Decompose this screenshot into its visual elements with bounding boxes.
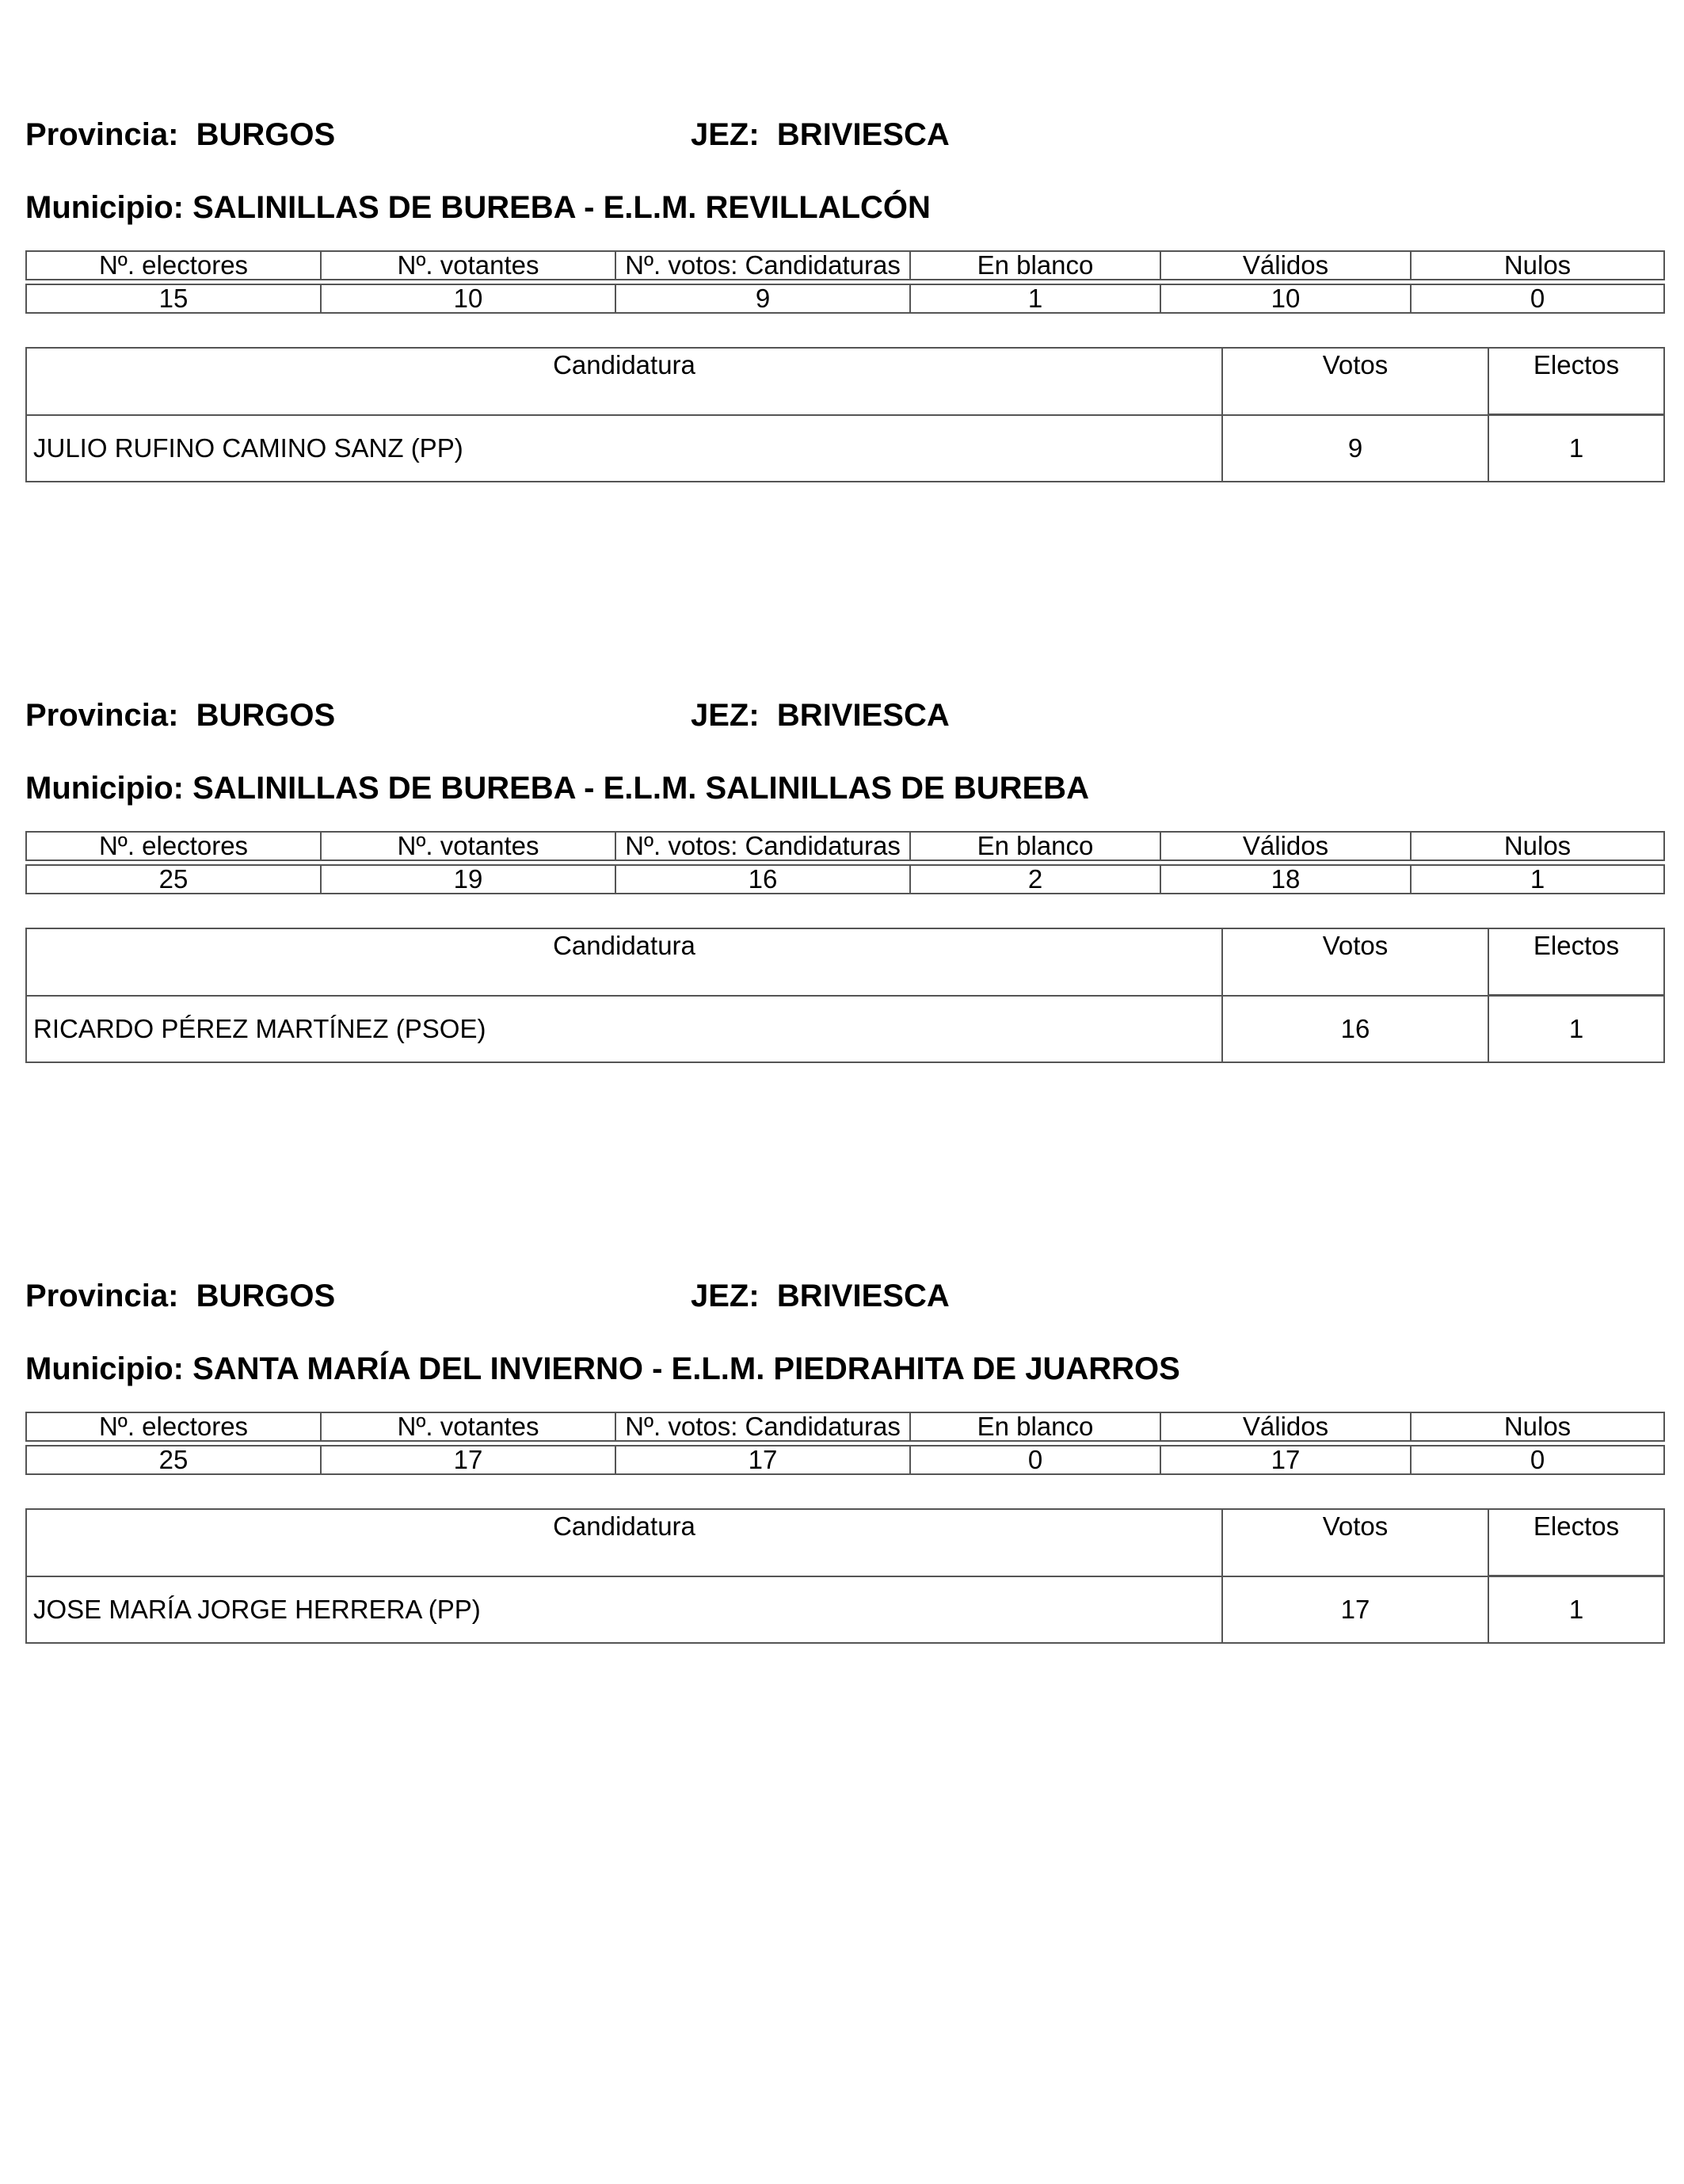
electos-header: Electos — [1488, 1509, 1664, 1576]
stats-header: Nulos — [1411, 832, 1664, 860]
stats-header-row — [26, 251, 1664, 280]
stats-value-row — [26, 865, 1664, 894]
municipio-label: Municipio: — [25, 771, 184, 806]
stats-header: Válidos — [1160, 832, 1411, 860]
stats-value-row — [26, 284, 1664, 313]
municipio-value: SALINILLAS DE BUREBA - E.L.M. REVILLALCÓN — [192, 190, 931, 225]
jez-line — [691, 1279, 950, 1314]
jez-value: BRIVIESCA — [776, 698, 950, 733]
provincia-value: BURGOS — [196, 698, 336, 733]
candidates-header-row — [26, 348, 1664, 415]
jez-label: JEZ: — [691, 698, 760, 733]
jez-line — [691, 698, 950, 734]
stats-header: Nº. electores — [26, 832, 321, 860]
jez-value: BRIVIESCA — [776, 1279, 950, 1313]
municipio-line — [25, 771, 1089, 806]
candidates-header-row — [26, 928, 1664, 996]
municipio-value: SANTA MARÍA DEL INVIERNO - E.L.M. PIEDRAHITA DE JUARROS — [192, 1351, 1180, 1386]
stats-header: Válidos — [1160, 251, 1411, 280]
stats-value: 2 — [910, 865, 1160, 894]
candidate-votos: 16 — [1222, 996, 1488, 1063]
stats-value: 19 — [321, 865, 615, 894]
stats-header: Nº. electores — [26, 251, 321, 280]
stats-header: Nº. votantes — [321, 832, 615, 860]
stats-table — [25, 1412, 1665, 1475]
stats-header-row — [26, 1412, 1664, 1441]
candidatura-header: Candidatura — [26, 928, 1222, 996]
stats-header: Nulos — [1411, 251, 1664, 280]
stats-header: En blanco — [910, 832, 1160, 860]
candidate-row — [26, 415, 1664, 482]
provincia-label: Provincia: — [25, 117, 179, 152]
provincia-line — [25, 117, 335, 153]
stats-value: 0 — [1411, 1446, 1664, 1474]
candidate-row — [26, 996, 1664, 1063]
municipio-line — [25, 190, 931, 226]
candidate-name: JOSE MARÍA JORGE HERRERA (PP) — [26, 1576, 1222, 1644]
stats-value: 0 — [1411, 284, 1664, 313]
provincia-line — [25, 1279, 335, 1314]
jez-line — [691, 117, 950, 153]
stats-value: 25 — [26, 1446, 321, 1474]
stats-value: 10 — [321, 284, 615, 313]
candidate-row — [26, 1576, 1664, 1644]
stats-header: Válidos — [1160, 1412, 1411, 1441]
votos-header: Votos — [1222, 348, 1488, 415]
candidate-votos: 9 — [1222, 415, 1488, 482]
stats-value: 18 — [1160, 865, 1411, 894]
votos-header: Votos — [1222, 1509, 1488, 1576]
stats-value-row — [26, 1446, 1664, 1474]
candidates-header-row — [26, 1509, 1664, 1576]
stats-table — [25, 831, 1665, 894]
stats-value: 17 — [321, 1446, 615, 1474]
candidates-table — [25, 347, 1665, 482]
electos-header: Electos — [1488, 928, 1664, 996]
provincia-label: Provincia: — [25, 698, 179, 733]
stats-value: 16 — [615, 865, 910, 894]
votos-header: Votos — [1222, 928, 1488, 996]
candidate-name: RICARDO PÉREZ MARTÍNEZ (PSOE) — [26, 996, 1222, 1063]
stats-header: En blanco — [910, 251, 1160, 280]
stats-value: 0 — [910, 1446, 1160, 1474]
candidate-votos: 17 — [1222, 1576, 1488, 1644]
municipio-value: SALINILLAS DE BUREBA - E.L.M. SALINILLAS DE BUREBA — [192, 771, 1089, 806]
electos-header: Electos — [1488, 348, 1664, 415]
jez-value: BRIVIESCA — [776, 117, 950, 152]
stats-header-row — [26, 832, 1664, 860]
candidate-name: JULIO RUFINO CAMINO SANZ (PP) — [26, 415, 1222, 482]
stats-table — [25, 250, 1665, 314]
candidatura-header: Candidatura — [26, 1509, 1222, 1576]
stats-header: Nº. votos: Candidaturas — [615, 1412, 910, 1441]
stats-header: Nulos — [1411, 1412, 1664, 1441]
jez-label: JEZ: — [691, 1279, 760, 1313]
municipio-line — [25, 1351, 1180, 1387]
provincia-label: Provincia: — [25, 1279, 179, 1313]
stats-value: 15 — [26, 284, 321, 313]
stats-value: 10 — [1160, 284, 1411, 313]
candidates-table — [25, 928, 1665, 1063]
stats-header: Nº. votantes — [321, 251, 615, 280]
stats-header: En blanco — [910, 1412, 1160, 1441]
municipio-label: Municipio: — [25, 190, 184, 225]
candidates-table — [25, 1508, 1665, 1644]
stats-header: Nº. votantes — [321, 1412, 615, 1441]
stats-header: Nº. votos: Candidaturas — [615, 832, 910, 860]
provincia-value: BURGOS — [196, 1279, 336, 1313]
stats-value: 1 — [1411, 865, 1664, 894]
stats-value: 25 — [26, 865, 321, 894]
candidatura-header: Candidatura — [26, 348, 1222, 415]
stats-value: 17 — [615, 1446, 910, 1474]
stats-value: 17 — [1160, 1446, 1411, 1474]
stats-header: Nº. electores — [26, 1412, 321, 1441]
stats-value: 1 — [910, 284, 1160, 313]
jez-label: JEZ: — [691, 117, 760, 152]
candidate-electos: 1 — [1488, 1576, 1664, 1644]
stats-header: Nº. votos: Candidaturas — [615, 251, 910, 280]
candidate-electos: 1 — [1488, 996, 1664, 1063]
provincia-line — [25, 698, 335, 734]
provincia-value: BURGOS — [196, 117, 336, 152]
candidate-electos: 1 — [1488, 415, 1664, 482]
municipio-label: Municipio: — [25, 1351, 184, 1386]
stats-value: 9 — [615, 284, 910, 313]
